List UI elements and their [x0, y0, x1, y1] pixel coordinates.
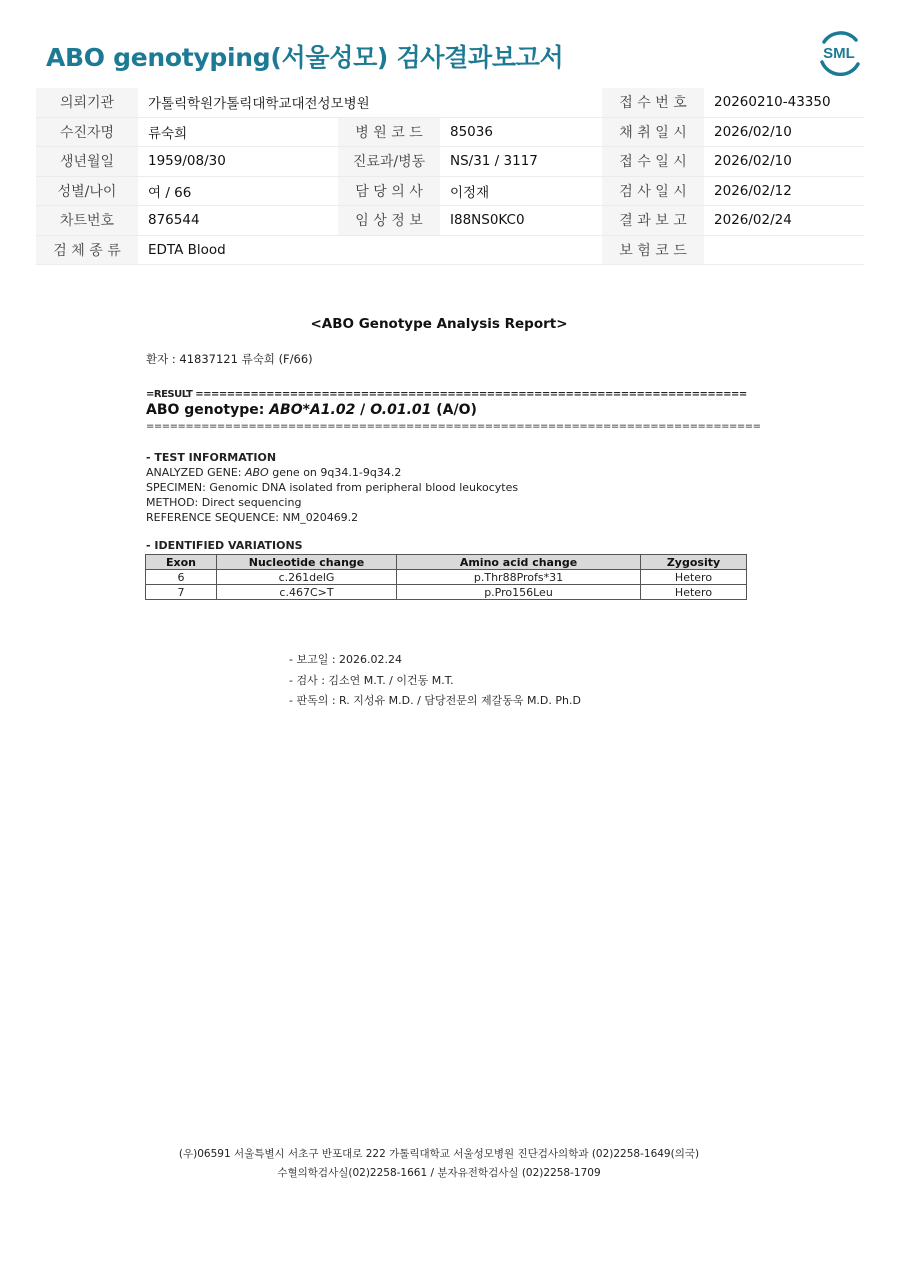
clinical-label: 임 상 정 보: [338, 206, 440, 236]
cell-exon: 7: [146, 585, 217, 600]
test-info-heading: - TEST INFORMATION: [146, 451, 277, 464]
info-row: [36, 176, 864, 206]
hospital-code-label: 병 원 코 드: [338, 117, 440, 147]
insurance-value: [704, 235, 864, 265]
report-day-line: - 보고일 : 2026.02.24: [289, 653, 403, 666]
variations-header-row: [146, 555, 747, 570]
cell-zygosity: Hetero: [641, 585, 747, 600]
receipt-date-value: 2026/02/10: [704, 147, 864, 177]
receipt-date-label: 접 수 일 시: [602, 147, 704, 177]
footer-address: [0, 1145, 878, 1183]
info-row: [36, 88, 864, 117]
genotype-suffix: (A/O): [431, 402, 477, 418]
genotype-allele-a: ABO*A1.02: [269, 402, 356, 418]
col-zygosity: Zygosity: [641, 555, 747, 570]
test-information: [146, 450, 518, 525]
result-divider: =RESULT ======================================================================: [146, 389, 747, 400]
cell-zygosity: Hetero: [641, 570, 747, 585]
specimen-label: 검 체 종 류: [36, 235, 138, 265]
chart-label: 차트번호: [36, 206, 138, 236]
cell-amino-acid: p.Thr88Profs*31: [397, 570, 641, 585]
equals-divider: ==============================================================================: [146, 421, 761, 432]
receipt-no-value: 20260210-43350: [704, 88, 864, 117]
col-nucleotide: Nucleotide change: [217, 555, 397, 570]
reference-line: REFERENCE SEQUENCE: NM_020469.2: [146, 511, 359, 524]
interpreter-line: - 판독의 : R. 지성유 M.D. / 담당전문의 제갈동욱 M.D. Ph.D: [289, 694, 581, 707]
genotype-result: [146, 402, 477, 418]
table-row: [146, 570, 747, 585]
cell-amino-acid: p.Pro156Leu: [397, 585, 641, 600]
col-exon: Exon: [146, 555, 217, 570]
chart-value: 876544: [138, 206, 338, 236]
info-row: [36, 235, 864, 265]
recipient-value: 류숙희: [138, 117, 338, 147]
patient-line: 환자 : 41837121 류숙희 (F/66): [146, 352, 313, 366]
footer-line-1: (우)06591 서울특별시 서초구 반포대로 222 가톨릭대학교 서울성모병원 진단검사의학과 (02)2258-1649(의국): [178, 1148, 700, 1160]
birth-value: 1959/08/30: [138, 147, 338, 177]
analyzed-gene-line: [146, 465, 518, 480]
gene-prefix: ANALYZED GENE:: [146, 466, 245, 479]
birth-label: 생년월일: [36, 147, 138, 177]
specimen-line: SPECIMEN: Genomic DNA isolated from peripheral blood leukocytes: [146, 481, 519, 494]
genotype-prefix: ABO genotype:: [146, 402, 270, 418]
analysis-report-title: <ABO Genotype Analysis Report>: [310, 316, 568, 332]
sml-logo: [814, 28, 864, 76]
cell-exon: 6: [146, 570, 217, 585]
method-line: METHOD: Direct sequencing: [146, 496, 302, 509]
info-row: [36, 206, 864, 236]
info-row: [36, 117, 864, 147]
test-date-label: 검 사 일 시: [602, 176, 704, 206]
doctor-label: 담 당 의 사: [338, 176, 440, 206]
institution-value: 가톨릭학원가톨릭대학교대전성모병원: [138, 88, 602, 117]
signoff-block: [289, 650, 581, 712]
logo-text: SML: [823, 45, 855, 62]
variations-table: [145, 554, 747, 600]
institution-label: 의뢰기관: [36, 88, 138, 117]
recipient-label: 수진자명: [36, 117, 138, 147]
doctor-value: 이정재: [440, 176, 602, 206]
report-date-label: 결 과 보 고: [602, 206, 704, 236]
cell-nucleotide: c.261delG: [217, 570, 397, 585]
report-date-value: 2026/02/24: [704, 206, 864, 236]
genotype-allele-o: O.01.01: [370, 402, 432, 418]
dept-label: 진료과/병동: [338, 147, 440, 177]
collection-date-value: 2026/02/10: [704, 117, 864, 147]
genotype-separator: /: [355, 402, 371, 418]
sex-age-value: 여 / 66: [138, 176, 338, 206]
collection-date-label: 채 취 일 시: [602, 117, 704, 147]
hospital-code-value: 85036: [440, 117, 602, 147]
dept-value: NS/31 / 3117: [440, 147, 602, 177]
sex-age-label: 성별/나이: [36, 176, 138, 206]
table-row: [146, 585, 747, 600]
patient-info-table: [36, 88, 864, 265]
test-date-value: 2026/02/12: [704, 176, 864, 206]
col-amino-acid: Amino acid change: [397, 555, 641, 570]
examiner-line: - 검사 : 김소연 M.T. / 이건동 M.T.: [289, 673, 454, 687]
gene-suffix: gene on 9q34.1-9q34.2: [268, 466, 402, 479]
footer-line-2: 수혈의학검사실(02)2258-1661 / 분자유전학검사실 (02)2258-1709: [277, 1167, 601, 1179]
receipt-no-label: 접 수 번 호: [602, 88, 704, 117]
cell-nucleotide: c.467C>T: [217, 585, 397, 600]
specimen-value: EDTA Blood: [138, 235, 602, 265]
report-title-heading: ABO genotyping(서울성모) 검사결과보고서: [46, 43, 564, 72]
gene-italic: ABO: [244, 466, 269, 479]
insurance-label: 보 험 코 드: [602, 235, 704, 265]
clinical-value: I88NS0KC0: [440, 206, 602, 236]
info-row: [36, 147, 864, 177]
variations-heading: - IDENTIFIED VARIATIONS: [146, 539, 303, 552]
